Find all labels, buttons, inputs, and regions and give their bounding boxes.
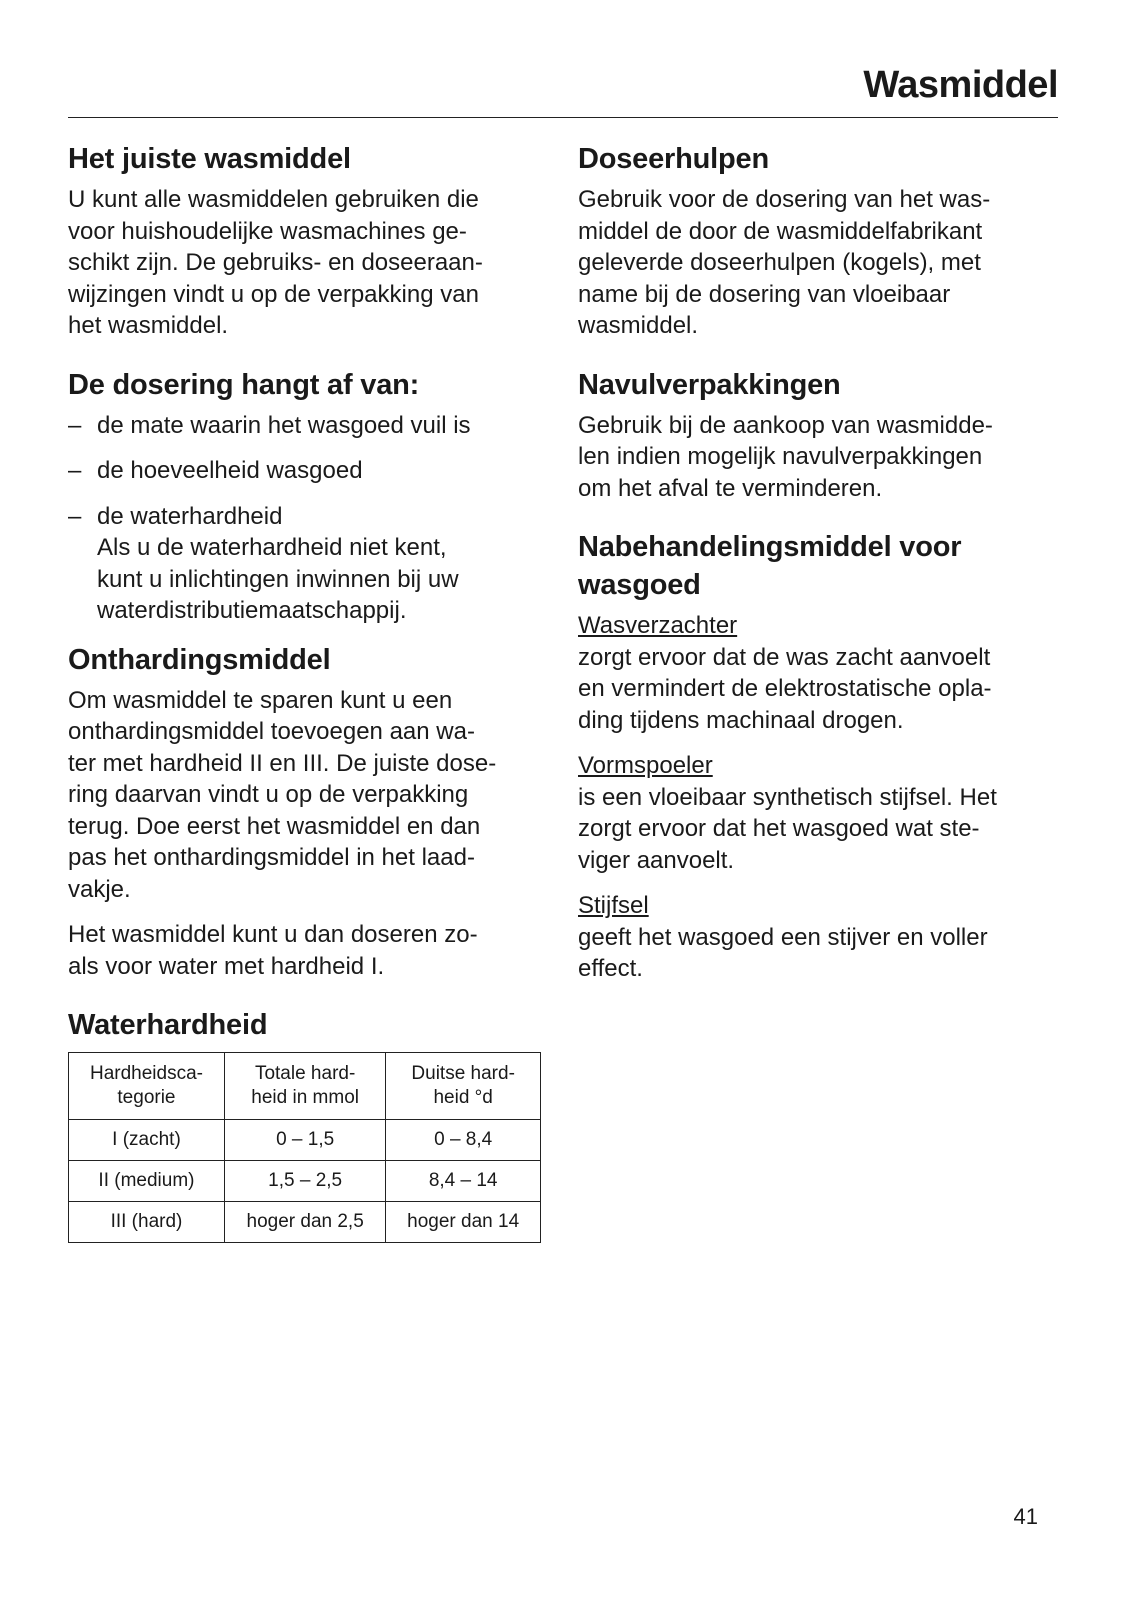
section-heading bbox=[578, 528, 1058, 604]
list-item bbox=[68, 501, 548, 627]
table-cell: III (hard) bbox=[69, 1202, 225, 1243]
list-item bbox=[68, 410, 548, 442]
right-column bbox=[578, 140, 1058, 1009]
section-heading: Doseerhulpen bbox=[578, 143, 769, 175]
section-heading-line: Nabehandelingsmiddel voor bbox=[578, 531, 962, 563]
table-row bbox=[69, 1202, 541, 1243]
definition-description: geeft het wasgoed een stijver en voller effect. bbox=[578, 923, 988, 982]
dash-bullet: – bbox=[68, 502, 82, 530]
section-heading: Onthardingsmiddel bbox=[68, 643, 331, 676]
section-dosering bbox=[68, 366, 548, 627]
table-header-cell: Totale hard- heid in mmol bbox=[224, 1053, 385, 1120]
section-waterhardheid bbox=[68, 1006, 548, 1243]
table-row bbox=[69, 1161, 541, 1202]
table-cell: 0 – 8,4 bbox=[386, 1120, 541, 1161]
section-heading: Het juiste wasmiddel bbox=[68, 143, 351, 175]
section-navulverpakkingen bbox=[578, 366, 1058, 505]
dash-bullet: – bbox=[68, 457, 82, 484]
dosering-list bbox=[68, 410, 548, 627]
section-heading: Waterhardheid bbox=[68, 1009, 268, 1041]
table-cell: II (medium) bbox=[69, 1161, 225, 1202]
table-cell: 1,5 – 2,5 bbox=[224, 1161, 385, 1202]
list-item bbox=[68, 455, 548, 487]
section-heading: De dosering hangt af van: bbox=[68, 368, 420, 401]
definition-term: Vormspoeler bbox=[578, 752, 713, 779]
definition-item bbox=[578, 890, 1058, 985]
table-cell: hoger dan 14 bbox=[386, 1202, 541, 1243]
section-body: Om wasmiddel te sparen kunt u een onthardingsmiddel toevoegen aan wa- ter met hardheid II en III. De juiste dose- ring daarvan vindt u op de verpakking terug. Doe eerst het wasmiddel en dan pas het onthardingsmiddel in het laad- vakje. bbox=[68, 686, 497, 903]
left-column bbox=[68, 140, 548, 1267]
table-header-cell: Duitse hard- heid °d bbox=[386, 1053, 541, 1120]
definition-term: Wasverzachter bbox=[578, 612, 738, 639]
header-rule bbox=[68, 117, 1058, 118]
list-item-text: de mate waarin het wasgoed vuil is bbox=[97, 411, 471, 439]
table-cell: 0 – 1,5 bbox=[224, 1120, 385, 1161]
section-onthardingsmiddel bbox=[68, 641, 548, 983]
table-header-row bbox=[69, 1053, 541, 1120]
definition-description: is een vloeibaar synthetisch stijfsel. Het zorgt ervoor dat het wasgoed wat ste- viger aanvoelt. bbox=[578, 783, 997, 874]
definition-description: zorgt ervoor dat de was zacht aanvoelt en vermindert de elektrostatische opla- ding tijdens machinaal drogen. bbox=[578, 643, 992, 734]
dash-bullet: – bbox=[68, 411, 82, 439]
list-item-text: de waterhardheid bbox=[97, 502, 283, 530]
section-body: Gebruik voor de dosering van het was- middel de door de wasmiddelfabrikant geleverde doseerhulpen (kogels), met name bij de dosering van vloeibaar wasmiddel. bbox=[578, 186, 991, 339]
section-het-juiste-wasmiddel bbox=[68, 140, 548, 342]
section-heading-line: wasgoed bbox=[578, 569, 701, 601]
section-body: Gebruik bij de aankoop van wasmidde- len indien mogelijk navulverpakkingen om het afval te verminderen. bbox=[578, 411, 993, 502]
section-heading: Navulverpakkingen bbox=[578, 368, 841, 401]
section-doseerhulpen bbox=[578, 140, 1058, 342]
definition-item bbox=[578, 610, 1058, 736]
table-cell: 8,4 – 14 bbox=[386, 1161, 541, 1202]
page-title: Wasmiddel bbox=[863, 64, 1058, 106]
list-item-text: de hoeveelheid wasgoed bbox=[97, 457, 363, 484]
list-item-note: Als u de waterhardheid niet kent, kunt u inlichtingen inwinnen bij uw waterdistributiemaatschappij. bbox=[97, 534, 459, 624]
section-nabehandelingsmiddel bbox=[578, 528, 1058, 985]
definition-item bbox=[578, 750, 1058, 876]
page-number: 41 bbox=[1013, 1504, 1038, 1529]
section-body: Het wasmiddel kunt u dan doseren zo- als voor water met hardheid I. bbox=[68, 921, 478, 980]
definition-term: Stijfsel bbox=[578, 892, 649, 919]
table-header-cell: Hardheidsca- tegorie bbox=[69, 1053, 225, 1120]
water-hardness-table bbox=[68, 1052, 541, 1243]
table-cell: I (zacht) bbox=[69, 1120, 225, 1161]
section-body: U kunt alle wasmiddelen gebruiken die voor huishoudelijke wasmachines ge- schikt zijn. De gebruiks- en doseeraan- wijzingen vindt u op de verpakking van het wasmiddel. bbox=[68, 186, 483, 339]
table-row bbox=[69, 1120, 541, 1161]
table-cell: hoger dan 2,5 bbox=[224, 1202, 385, 1243]
